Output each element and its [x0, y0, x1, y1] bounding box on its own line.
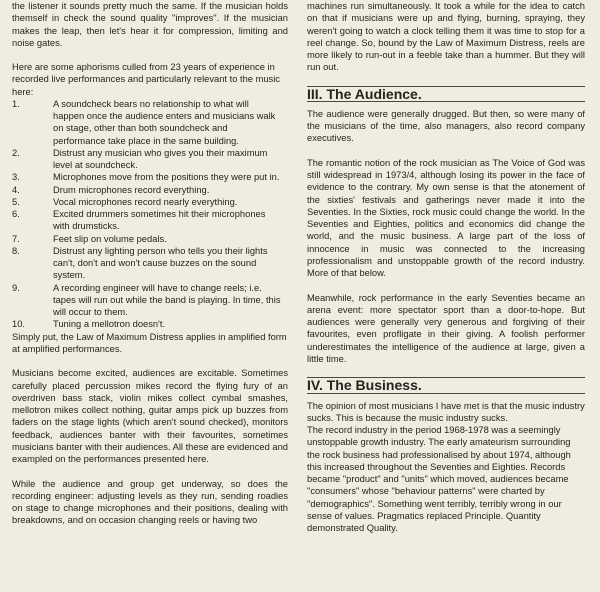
list-item: 6. Excited drummers sometimes hit their microphones with drumsticks. — [12, 209, 266, 232]
section-heading-audience: III. The Audience. — [307, 86, 585, 102]
list-item: 4. Drum microphones record everything. — [12, 184, 210, 195]
aphorisms-intro-paragraph: Here are some aphorisms culled from 23 years of experience in recorded live performances and particularly relevant to the music here: — [12, 62, 280, 97]
list-item: 3. Microphones move from the positions they were put in. — [12, 172, 280, 183]
aphorism-list — [12, 98, 288, 331]
list-item: 8. Distrust any lighting person who tells you their lights can't, don't and won't cause buzzes on the sound system. — [12, 245, 268, 281]
left-column — [12, 0, 288, 527]
engineer-paragraph: While the audience and group get underway, so does the recording engineer: adjusting levels as they run, sending roadies on stage to change microphones and their positions, dealing with breakdowns, and on occasion changing reels or having two — [12, 478, 288, 526]
list-item: 1. A soundcheck bears no relationship to what will happen once the audience enters and musicians walk on stage, other than both soundcheck and performance take place in the same building. — [12, 98, 276, 146]
section-heading-business: IV. The Business. — [307, 377, 585, 393]
law-paragraph: Simply put, the Law of Maximum Distress applies in amplified form at amplified performances. — [12, 331, 287, 354]
right-column — [307, 0, 585, 534]
list-item: 9. A recording engineer will have to change reels; i.e. tapes will run out while the band is playing. In time, this will occur to them. — [12, 282, 281, 318]
record-industry-paragraph: The record industry in the period 1968-1978 was a seemingly unstoppable growth industry. The early amateurism surrounding the rock business had professionalised by about 1974, although this increased throughout the Seventies and Eighties. Records became "product" and "units" which moved, audiences became "consumers" whose "behaviour patterns" were charted by "demographics". Something went terribly, terribly wrong in our sense of values. Pragmatics replaced Principle. Quantity demonstrated Quality. — [307, 425, 571, 533]
list-item: 10. Tuning a mellotron doesn't. — [12, 319, 166, 330]
audience-drugged-paragraph: The audience were generally drugged. But then, so were many of the musicians of the time, also managers, also record company executives. — [307, 108, 585, 144]
machines-paragraph: machines run simultaneously. It took a while for the idea to catch on that if musicians were up and flying, burning, spraying, they weren't going to watch a clock telling them it was time to stop for a reel change. So, bound by the Law of Maximum Distress, reels are more likely to run-out in a feeble take than a hummer. But they will run out. — [307, 1, 585, 73]
list-item: 7. Feet slip on volume pedals. — [12, 233, 167, 244]
romantic-notion-paragraph: The romantic notion of the rock musician as The Voice of God was still widespread in 1973/4, although losing its power in the face of evidence to the contrary. My own sense is that the atonement of the sixties' festivals and gatherings never made it into the Seventies. In the Sixties, rock music could change the world. In the Seventies and Eighties, politics and economics did change the world, and the music business. A large part of the loss of innocence in music was connected to the increasing professionalism and unstoppable growth of the record industry. More of that below. — [307, 157, 585, 279]
meanwhile-paragraph: Meanwhile, rock performance in the early Seventies became an arena event: more spectator sport than a door-to-hope. But audiences were generally very generous and forgiving of their favourites, even profligate in their giving. A foolish performer underestimates the intelligence of the audience at large, given a little time. — [307, 292, 585, 364]
musicians-paragraph: Musicians become excited, audiences are excitable. Sometimes carefully placed percussion mikes record the flying fury of an overdriven bass stack, violin mikes collect cymbal smashes, mellotron mikes collect nothing, guitar amps pick up buzzes from faders on the stage lights (which aren't sound checked), monitors feedback, audiences banter with their favourites, sometimes musicians banter with their audiences. All these are evidenced and exampled on the performances presented here. — [12, 368, 288, 465]
list-item: 2. Distrust any musician who gives you their maximum level at soundcheck. — [12, 147, 268, 171]
intro-paragraph: the listener it sounds pretty much the same. If the musician holds themself in check the sound quality "improves". If the musician makes the leap, then let's hear it for compression, limiting and noise gates. — [12, 1, 288, 48]
list-item: 5. Vocal microphones record nearly everything. — [12, 196, 238, 207]
opinion-paragraph: The opinion of most musicians I have met is that the music industry sucks. This is because the music industry sucks. — [307, 400, 585, 423]
